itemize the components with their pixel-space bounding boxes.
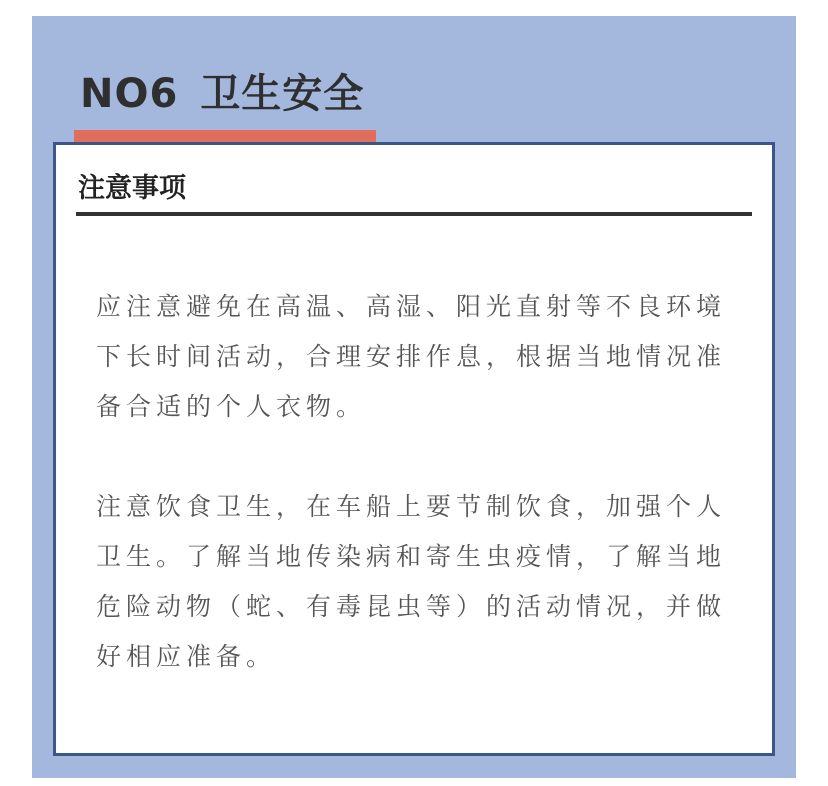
- title-accent-bar: [74, 130, 376, 142]
- section-number: NO6: [80, 71, 179, 117]
- card-title-divider: [76, 212, 752, 216]
- page-title: [80, 66, 364, 122]
- paragraph-2: 注意饮食卫生，在车船上要节制饮食，加强个人卫生。了解当地传染病和寄生虫疫情，了解当地危险动物（蛇、有毒昆虫等）的活动情况，并做好相应准备。: [96, 492, 727, 671]
- paragraph-1: 应注意避免在高温、高湿、阳光直射等不良环境下长时间活动，合理安排作息，根据当地情况准备合适的个人衣物。: [96, 292, 727, 421]
- card-title: 注意事项: [78, 173, 186, 204]
- section-heading: 卫生安全: [200, 71, 365, 117]
